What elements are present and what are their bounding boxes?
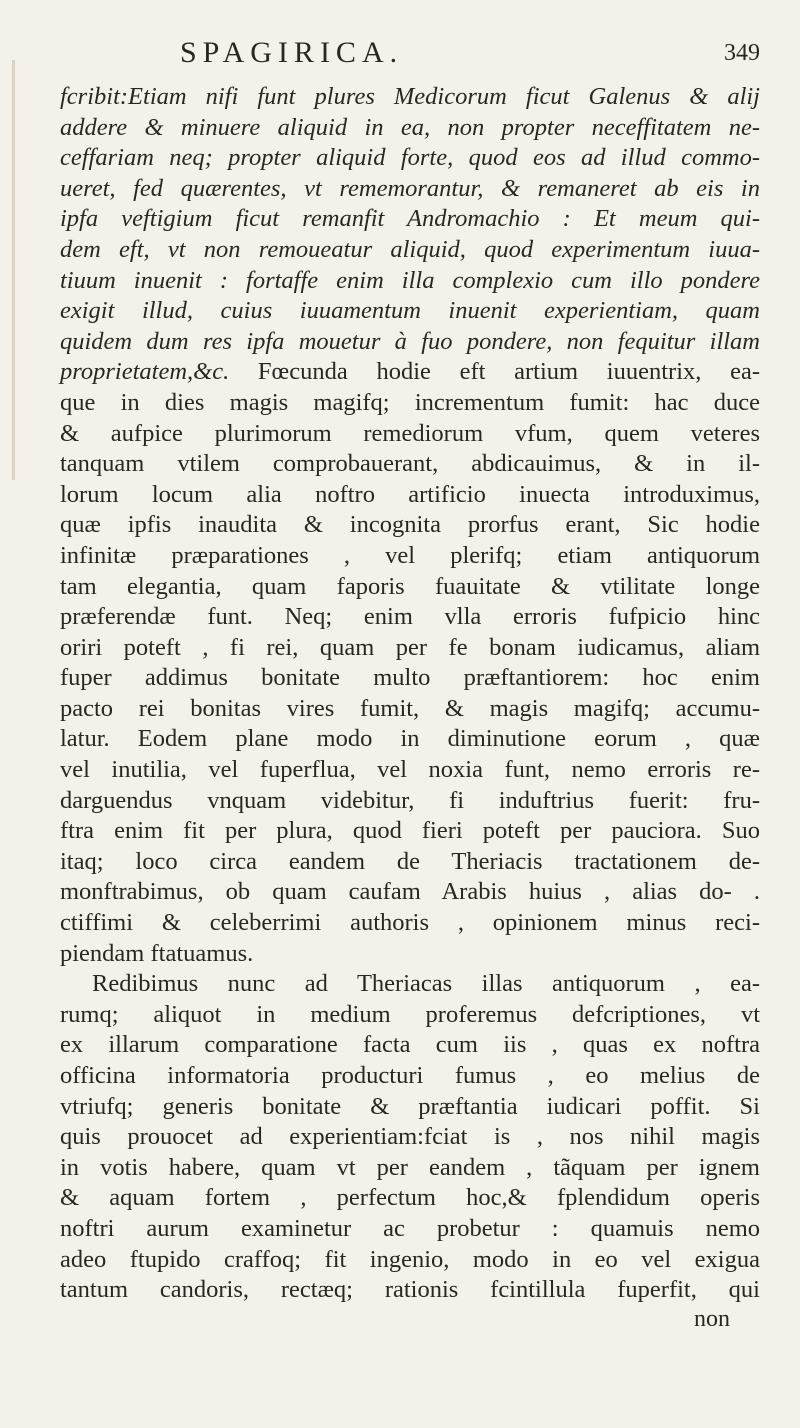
text-line: ex illarum comparatione facta cum iis , quas ex noftra bbox=[60, 1031, 760, 1059]
text-line: fcribit:Etiam nifi funt plures Medicorum ficut Galenus & alij bbox=[60, 83, 760, 110]
text-line: darguendus vnquam videbitur, fi induftrius fuerit: fru- bbox=[60, 786, 760, 814]
text-line: præferendæ funt. Neq; enim vlla erroris fufpicio hinc bbox=[60, 603, 760, 631]
text-line: vel inutilia, vel fuperflua, vel noxia funt, nemo erroris re- bbox=[60, 756, 760, 784]
text-line: & aquam fortem , perfectum hoc,& fplendidum operis bbox=[60, 1184, 760, 1212]
text-line: tiuum inuenit : fortaffe enim illa complexio cum illo pondere bbox=[60, 266, 760, 294]
italic-run: proprietatem,&c. bbox=[60, 358, 230, 386]
text-line: quæ ipfis inaudita & incognita prorfus erant, Sic hodie bbox=[60, 511, 760, 539]
text-line: exigit illud, cuius iuuamentum inuenit experientiam, quam bbox=[60, 297, 760, 325]
text-line: Redibimus nunc ad Theriacas illas antiquorum , ea- bbox=[92, 970, 760, 998]
text-line: oriri poteft , fi rei, quam per fe bonam iudicamus, aliam bbox=[60, 633, 760, 661]
text-line: addere & minuere aliquid in ea, non propter neceffitatem ne- bbox=[60, 113, 760, 141]
page-edge-shadow bbox=[12, 60, 15, 480]
running-head bbox=[60, 36, 760, 80]
text-line: monftrabimus, ob quam caufam Arabis huius , alias do- . bbox=[60, 878, 760, 906]
running-title: SPAGIRICA. bbox=[180, 36, 404, 69]
text-line: ctiffimi & celeberrimi authoris , opinionem minus reci- bbox=[60, 909, 760, 937]
catchword: non bbox=[694, 1305, 730, 1332]
text-line: officina informatoria producturi fumus , eo melius de bbox=[60, 1062, 760, 1089]
text-line: ceffariam neq; propter aliquid forte, quod eos ad illud commo- bbox=[60, 144, 760, 172]
text-line: quidem dum res ipfa mouetur à fuo pondere, non fequitur illam bbox=[60, 327, 760, 355]
text-line: tanquam vtilem comprobauerant, abdicauimus, & in il- bbox=[60, 450, 760, 478]
text-line: itaq; loco circa eandem de Theriacis tractationem de- bbox=[60, 847, 760, 875]
text-line: lorum locum alia noftro artificio inuecta introduximus, bbox=[60, 480, 760, 508]
text-line: dem eft, vt non remoueatur aliquid, quod experimentum iuua- bbox=[60, 235, 760, 263]
text-line: piendam ftatuamus. bbox=[60, 939, 254, 967]
text-line: ueret, fed quærentes, vt rememorantur, & remaneret ab eis in bbox=[60, 174, 760, 202]
text-line: noftri aurum examinetur ac probetur : quamuis nemo bbox=[60, 1214, 760, 1242]
text-line: rumq; aliquot in medium proferemus defcriptiones, vt bbox=[60, 1000, 760, 1028]
text-line: tam elegantia, quam faporis fuauitate & vtilitate longe bbox=[60, 572, 760, 600]
text-line: vtriufq; generis bonitate & præftantia iudicari poffit. Si bbox=[60, 1092, 760, 1120]
text-line: in votis habere, quam vt per eandem , tãquam per ignem bbox=[60, 1153, 760, 1181]
text-line: que in dies magis magifq; incrementum fumit: hac duce bbox=[60, 388, 760, 416]
body-text bbox=[60, 82, 760, 1306]
text-line: proprietatem,&c. Fœcunda hodie eft artium iuuentrix, ea- bbox=[60, 358, 760, 386]
text-line: pacto rei bonitas vires fumit, & magis magifq; accumu- bbox=[60, 694, 760, 722]
page-number: 349 bbox=[724, 40, 760, 66]
text-line: latur. Eodem plane modo in diminutione eorum , quæ bbox=[60, 725, 760, 753]
text-line: tantum candoris, rectæq; rationis fcintillula fuperfit, qui bbox=[60, 1276, 760, 1304]
text-line: adeo ftupido craffoq; fit ingenio, modo in eo vel exigua bbox=[60, 1245, 760, 1273]
text-line: ipfa veftigium ficut remanfit Andromachio : Et meum qui- bbox=[60, 205, 760, 233]
text-line: & aufpice plurimorum remediorum vfum, quem veteres bbox=[60, 419, 760, 447]
text-line: infinitæ præparationes , vel plerifq; etiam antiquorum bbox=[60, 541, 760, 569]
text-line: fuper addimus bonitate multo præftantiorem: hoc enim bbox=[60, 664, 760, 692]
text-line: ftra enim fit per plura, quod fieri poteft per pauciora. Suo bbox=[60, 817, 760, 845]
text-line: quis prouocet ad experientiam:fciat is , nos nihil magis bbox=[60, 1123, 760, 1151]
